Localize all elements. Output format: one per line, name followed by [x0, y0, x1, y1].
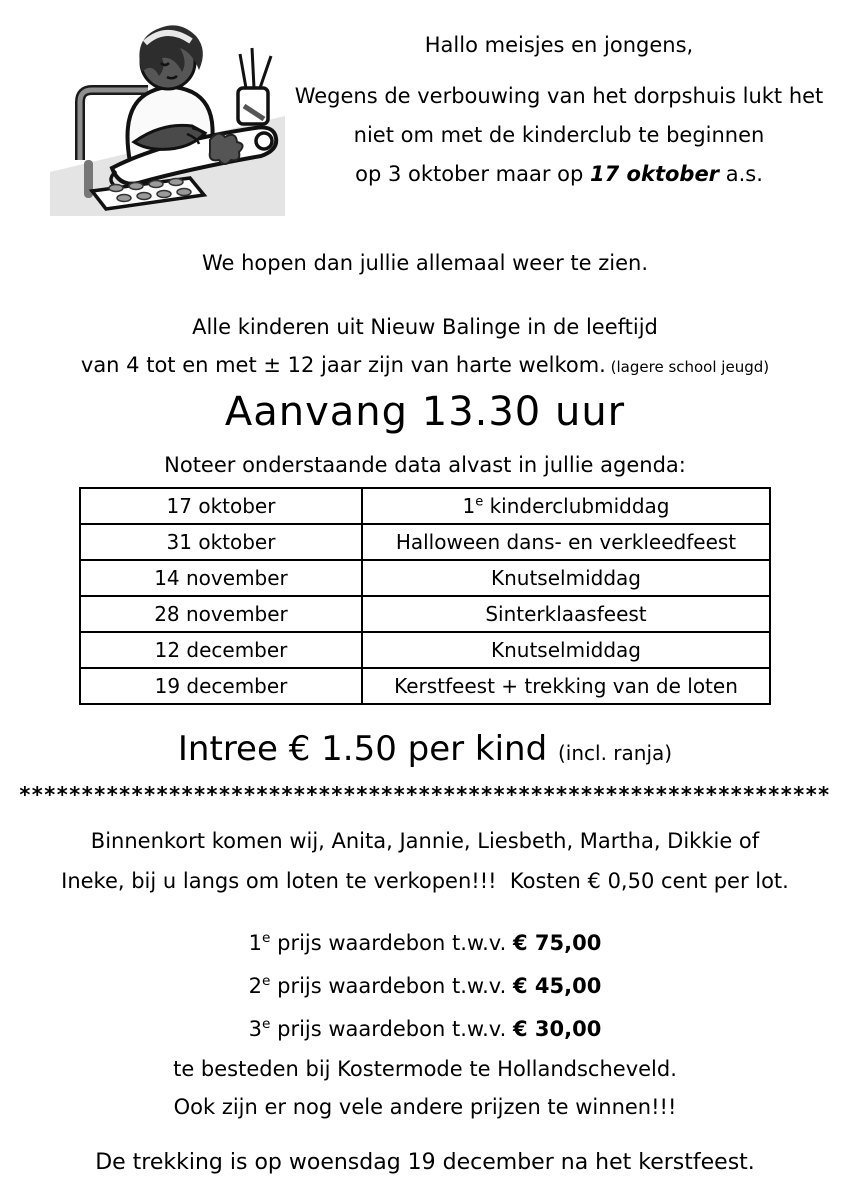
intro-line-3-prefix: op 3 oktober maar op: [355, 162, 591, 186]
header-section: [0, 0, 850, 225]
schedule-event: 1e kinderclubmiddag: [362, 488, 770, 524]
table-row: [80, 524, 770, 560]
lottery-line-2: Ineke, bij u langs om loten te verkopen!!! Kosten € 0,50 cent per lot.: [61, 869, 789, 893]
greeting-line: Hallo meisjes en jongens,: [424, 33, 694, 57]
schedule-date: 19 december: [80, 668, 362, 704]
spend-at-line: te besteden bij Kostermode te Hollandscheveld.: [173, 1057, 677, 1081]
new-start-date: 17 oktober: [590, 162, 720, 186]
schedule-event: Kerstfeest + trekking van de loten: [362, 668, 770, 704]
prize-3-amount: € 30,00: [512, 1017, 602, 1041]
prize-1-amount: € 75,00: [512, 931, 602, 955]
intro-paragraph: [268, 0, 850, 194]
prize-2-label: 2e prijs waardebon t.w.v.: [248, 973, 513, 998]
table-row: [80, 560, 770, 596]
hope-line: We hopen dan jullie allemaal weer te zien.: [201, 251, 649, 275]
entry-fee-line: [0, 729, 850, 769]
prize-line-1: [0, 919, 850, 962]
agenda-intro-line: Noteer onderstaande data alvast in jullie agenda:: [164, 453, 686, 477]
schedule-date: 14 november: [80, 560, 362, 596]
prize-line-2: [0, 962, 850, 1005]
start-time-heading: Aanvang 13.30 uur: [224, 389, 626, 435]
schedule-date: 28 november: [80, 596, 362, 632]
schedule-date: 17 oktober: [80, 488, 362, 524]
prize-3-label: 3e prijs waardebon t.w.v.: [248, 1016, 513, 1041]
schedule-event: Knutselmiddag: [362, 632, 770, 668]
welcome-line-2-text: van 4 tot en met ± 12 jaar zijn van harte welkom.: [80, 353, 606, 377]
intro-line-3: [268, 155, 850, 194]
intro-line-1: Wegens de verbouwing van het dorpshuis lukt het: [294, 84, 824, 108]
intro-line-3-suffix: a.s.: [719, 162, 763, 186]
draw-info-line: De trekking is op woensdag 19 december na het kerstfeest.: [95, 1150, 755, 1175]
prize-line-3: [0, 1005, 850, 1048]
table-row: [80, 632, 770, 668]
table-row: [80, 668, 770, 704]
schedule-date: 31 oktober: [80, 524, 362, 560]
prize-1-label: 1e prijs waardebon t.w.v.: [248, 930, 513, 955]
table-row: [80, 488, 770, 524]
welcome-line-2: [0, 353, 850, 377]
schedule-date: 12 december: [80, 632, 362, 668]
table-row: [80, 596, 770, 632]
welcome-line-1: Alle kinderen uit Nieuw Balinge in de leeftijd: [192, 315, 658, 339]
lottery-line-1: Binnenkort komen wij, Anita, Jannie, Liesbeth, Martha, Dikkie of: [90, 829, 760, 853]
schedule-event: Knutselmiddag: [362, 560, 770, 596]
schedule-event: Halloween dans- en verkleedfeest: [362, 524, 770, 560]
schedule-table: [79, 487, 771, 705]
more-prizes-line: Ook zijn er nog vele andere prijzen te winnen!!!: [173, 1095, 677, 1119]
schedule-event: Sinterklaasfeest: [362, 596, 770, 632]
welcome-note: (lagere school jeugd): [605, 358, 770, 376]
intro-line-2: niet om met de kinderclub te beginnen: [353, 123, 765, 147]
entry-fee-note: (incl. ranja): [558, 741, 673, 765]
prize-2-amount: € 45,00: [512, 974, 602, 998]
asterisk-divider: *****************************************************************: [19, 783, 831, 807]
prize-list: [0, 919, 850, 1048]
entry-fee-text: Intree € 1.50 per kind: [177, 729, 558, 769]
child-painting-clipart-icon: [42, 10, 290, 222]
